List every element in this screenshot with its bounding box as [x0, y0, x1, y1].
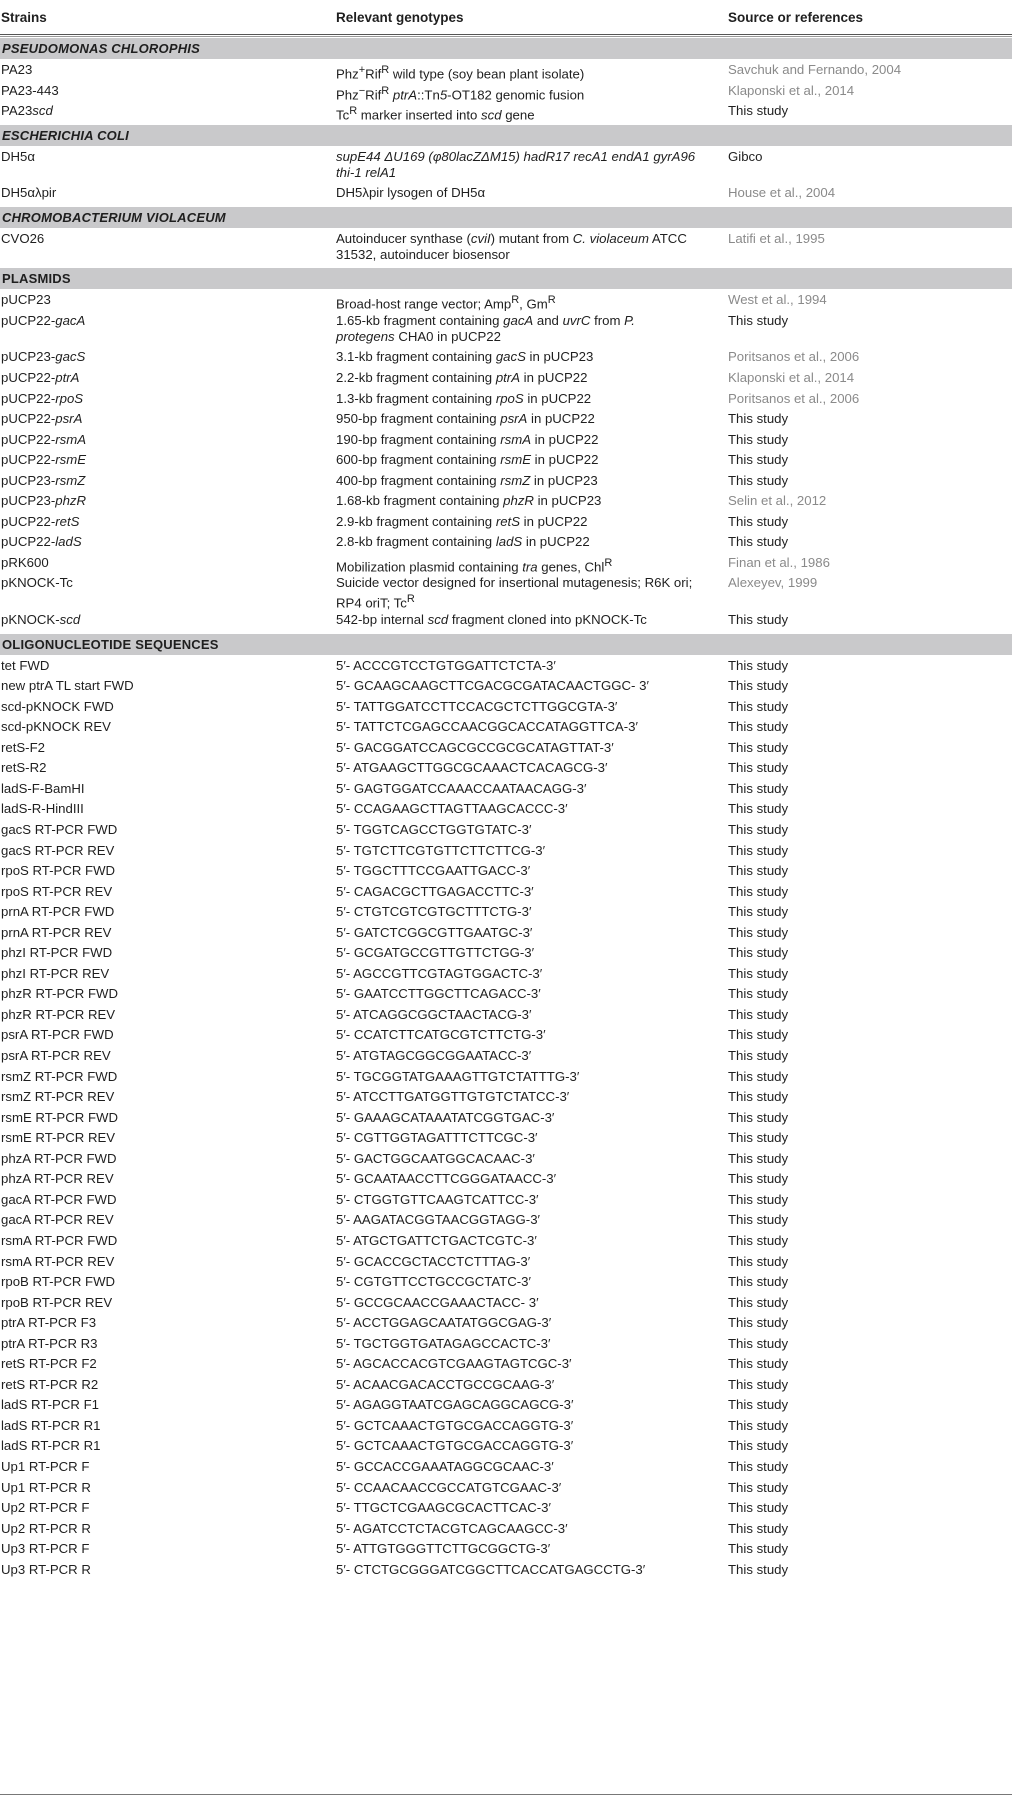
source-cell: This study [728, 1561, 789, 1577]
source-cell: Savchuk and Fernando, 2004 [728, 62, 902, 77]
source-cell: This study [728, 452, 789, 468]
source-cell: This study [728, 1212, 789, 1228]
strain-cell: pUCP23-phzR [1, 493, 87, 509]
strain-cell: ladS RT-PCR F1 [1, 1397, 99, 1413]
source-cell: This study [728, 760, 789, 776]
source-cell: This study [728, 1479, 789, 1495]
table-row [0, 432, 1012, 453]
source-cell: This study [728, 719, 789, 735]
genotype-cell: Suicide vector designed for insertional mutagenesis; R6K ori; RP4 oriT; $Tc^R$ [336, 575, 693, 611]
strain-cell: DH5αλpir [1, 185, 57, 201]
source-cell: This study [728, 431, 789, 447]
table-row [0, 1397, 1012, 1418]
table-row [0, 1110, 1012, 1131]
source-cell: Klaponski et al., 2014 [728, 82, 855, 98]
strain-cell: phzI RT-PCR REV [1, 965, 110, 981]
section-title: CHROMOBACTERIUM VIOLACEUM [2, 209, 226, 225]
strain-cell: rsmA RT-PCR REV [1, 1253, 115, 1269]
strain-cell: prnA RT-PCR FWD [1, 904, 115, 920]
genotype-cell: 5′- ATTGTGGGTTCTTGCGGCTG-3′ [336, 1541, 551, 1557]
table-row [0, 699, 1012, 720]
table-row [0, 1356, 1012, 1377]
genotype-cell: 5′- GAAAGCATAAATATCGGTGAC-3′ [336, 1109, 555, 1125]
genotype-cell: 542-bp internal scd fragment cloned into pKNOCK-Tc [336, 612, 647, 627]
strain-cell: rpoB RT-PCR FWD [1, 1274, 116, 1290]
section-title: ESCHERICHIA COLI [2, 127, 129, 143]
genotype-cell: 5′- TGGTCAGCCTGGTGTATC-3′ [336, 821, 532, 837]
section-header [0, 38, 1012, 59]
genotype-cell: 5′- GACGGATCCAGCGCCGCGCATAGTTAT-3′ [336, 739, 614, 755]
table-row [0, 391, 1012, 412]
source-cell: This study [728, 1335, 789, 1351]
strain-cell: pUCP23-rsmZ [1, 472, 86, 488]
table-row [0, 1171, 1012, 1192]
table-row [0, 370, 1012, 391]
strain-cell: PA23-443 [1, 82, 59, 98]
source-cell: This study [728, 534, 789, 550]
source-cell: This study [728, 1500, 789, 1516]
table-row [0, 1233, 1012, 1254]
genotype-cell: 1.65-kb fragment containing gacA and uvrC from P. protegens CHA0 in pUCP22 [336, 312, 635, 344]
table-row [0, 966, 1012, 987]
header-genotypes: Relevant genotypes [336, 10, 464, 25]
genotype-cell: 1.68-kb fragment containing phzR in pUCP23 [336, 493, 602, 509]
genotype-cell: 5′- ATGTAGCGGCGGAATACC-3′ [336, 1048, 532, 1063]
genotype-cell: 5′- AGAGGTAATCGAGCAGGCAGCG-3′ [336, 1397, 574, 1413]
table-row [0, 534, 1012, 555]
source-cell: This study [728, 1253, 789, 1269]
table-row [0, 658, 1012, 679]
source-cell: This study [728, 863, 789, 879]
table-row [0, 514, 1012, 535]
table-row [0, 1315, 1012, 1336]
genotype-cell: 5′- ATCCTTGATGGTTGTGTCTATCC-3′ [336, 1089, 570, 1105]
strain-cell: gacS RT-PCR REV [1, 842, 115, 858]
table-row [0, 1007, 1012, 1028]
source-cell: This study [728, 1274, 789, 1290]
table-row [0, 1521, 1012, 1542]
table-row [0, 1500, 1012, 1521]
table-row [0, 1027, 1012, 1048]
source-cell: This study [728, 780, 789, 796]
source-cell: This study [728, 1356, 789, 1372]
strain-cell: ptrA RT-PCR R3 [1, 1335, 98, 1351]
strain-cell: gacA RT-PCR REV [1, 1212, 114, 1228]
genotype-cell: 5′- ATGAAGCTTGGCGCAAACTCACAGCG-3′ [336, 760, 608, 776]
strain-cell: pUCP22-retS [1, 513, 80, 529]
genotype-cell: 1.3-kb fragment containing rpoS in pUCP22 [336, 390, 592, 406]
genotype-cell: 5′- GACTGGCAATGGCACAAC-3′ [336, 1150, 535, 1166]
strain-cell: rpoS RT-PCR REV [1, 883, 113, 899]
strain-cell: phzR RT-PCR REV [1, 1006, 116, 1022]
table-row [0, 313, 1012, 350]
source-cell: Alexeyev, 1999 [728, 575, 818, 591]
table-row [0, 1459, 1012, 1480]
table-row [0, 411, 1012, 432]
genotype-cell: 5′- CTCTGCGGGATCGGCTTCACCATGAGCCTG-3′ [336, 1561, 646, 1577]
genotype-cell: 5′- AAGATACGGTAACGGTAGG-3′ [336, 1212, 541, 1228]
table-row [0, 1130, 1012, 1151]
strain-cell: retS RT-PCR R2 [1, 1376, 99, 1392]
source-cell: Latifi et al., 1995 [728, 230, 825, 246]
source-cell: This study [728, 103, 789, 119]
genotype-cell: 5′- GAGTGGATCCAAACCAATAACAGG-3′ [336, 780, 587, 796]
genotype-cell: 5′- GCCGCAACCGAAACTACC- 3′ [336, 1294, 539, 1310]
strain-cell: pUCP22-rpoS [1, 390, 84, 406]
table-row [0, 1254, 1012, 1275]
genotype-cell: 5′- ATGCTGATTCTGACTCGTC-3′ [336, 1232, 537, 1248]
table-row [0, 843, 1012, 864]
strain-cell: phzA RT-PCR FWD [1, 1150, 117, 1166]
table-row [0, 1295, 1012, 1316]
source-cell: This study [728, 657, 789, 673]
strain-cell: ladS-F-BamHI [1, 780, 85, 796]
source-cell: This study [728, 1191, 789, 1207]
table-row [0, 1377, 1012, 1398]
strain-cell: pUCP22-rsmA [1, 431, 87, 447]
table-row [0, 1089, 1012, 1110]
source-cell: This study [728, 1438, 789, 1454]
strain-cell: rsmZ RT-PCR REV [1, 1089, 115, 1105]
genotype-cell: 5′- GCAAGCAAGCTTCGACGCGATACAACTGGC- 3′ [336, 678, 649, 694]
strain-cell: rsmZ RT-PCR FWD [1, 1068, 118, 1084]
genotype-cell: 3.1-kb fragment containing gacS in pUCP23 [336, 349, 594, 365]
genotype-cell: 5′- GCACCGCTACCTCTTTAG-3′ [336, 1253, 531, 1269]
genotype-cell: 5′- TGCTGGTGATAGAGCCACTC-3′ [336, 1335, 551, 1351]
source-cell: Gibco [728, 148, 763, 164]
genotype-cell: $Tc^R$ marker inserted into scd gene [336, 105, 535, 123]
source-cell: This study [728, 1294, 789, 1310]
strain-cell: pUCP22-rsmE [1, 452, 87, 468]
source-cell: This study [728, 411, 789, 427]
genotype-cell: 5′- CCATCTTCATGCGTCTTCTG-3′ [336, 1027, 546, 1043]
genotype-cell: Mobilization plasmid containing tra genes, Chl$^R$ [336, 556, 613, 575]
strain-cell: rpoB RT-PCR REV [1, 1294, 113, 1310]
genotype-cell: 2.8-kb fragment containing ladS in pUCP22 [336, 534, 590, 550]
strain-cell: Up3 RT-PCR F [1, 1541, 90, 1557]
strain-cell: rsmE RT-PCR FWD [1, 1109, 118, 1125]
strain-cell: gacA RT-PCR FWD [1, 1191, 117, 1207]
table-row [0, 1480, 1012, 1501]
source-cell: This study [728, 965, 789, 981]
source-cell: Finan et al., 1986 [728, 554, 830, 570]
source-cell: This study [728, 1171, 789, 1187]
source-cell: This study [728, 698, 789, 714]
strain-cell: Up1 RT-PCR R [1, 1479, 91, 1495]
table-row [0, 986, 1012, 1007]
table-row [0, 231, 1012, 268]
table-row [0, 760, 1012, 781]
genotype-cell: supE44 ΔU169 (φ80lacZΔM15) hadR17 recA1 endA1 gyrA96 thi-1 relA1 [336, 148, 696, 180]
strain-cell: phzI RT-PCR FWD [1, 945, 113, 961]
strain-cell: phzR RT-PCR FWD [1, 986, 118, 1002]
source-cell: This study [728, 612, 789, 627]
strain-cell: PA23 [1, 62, 33, 77]
strain-cell: new ptrA TL start FWD [1, 678, 134, 694]
genotype-cell: 5′- AGCCGTTCGTAGTGGACTC-3′ [336, 965, 543, 981]
source-cell: This study [728, 842, 789, 858]
source-cell: This study [728, 801, 789, 817]
table-row [0, 473, 1012, 494]
source-cell: Poritsanos et al., 2006 [728, 390, 860, 406]
genotype-cell: 5′- TGTCTTCGTGTTCTTCTTCG-3′ [336, 842, 546, 858]
table-header [0, 0, 1012, 35]
genotype-cell: 5′- GCTCAAACTGTGCGACCAGGTG-3′ [336, 1417, 574, 1433]
strain-cell: tet FWD [1, 657, 50, 673]
table-row [0, 149, 1012, 186]
table-row [0, 1541, 1012, 1562]
strain-cell: pUCP23-gacS [1, 349, 86, 365]
strain-cell: pUCP23 [1, 292, 51, 308]
source-cell: This study [728, 1130, 789, 1146]
table-row [0, 575, 1012, 612]
source-cell: This study [728, 678, 789, 694]
genotype-cell: 5′- TGGCTTTCCGAATTGACC-3′ [336, 863, 531, 879]
table-row [0, 740, 1012, 761]
table-row [0, 822, 1012, 843]
source-cell: This study [728, 1232, 789, 1248]
source-cell: This study [728, 472, 789, 488]
source-cell: This study [728, 1397, 789, 1413]
table-row [0, 292, 1012, 313]
strain-cell: pUCP22-ptrA [1, 369, 80, 385]
genotype-cell: 2.9-kb fragment containing retS in pUCP22 [336, 513, 588, 529]
source-cell: This study [728, 1376, 789, 1392]
source-cell: This study [728, 1459, 789, 1474]
source-cell: This study [728, 513, 789, 529]
source-cell: This study [728, 1068, 789, 1084]
genotype-cell: 190-bp fragment containing rsmA in pUCP22 [336, 431, 599, 447]
table-row [0, 925, 1012, 946]
table-row [0, 185, 1012, 206]
table-row [0, 1336, 1012, 1357]
table-row [0, 1274, 1012, 1295]
strain-cell: rsmE RT-PCR REV [1, 1130, 116, 1146]
genotype-cell: 5′- GCCACCGAAATAGGCGCAAC-3′ [336, 1459, 554, 1474]
source-cell: This study [728, 904, 789, 920]
genotype-cell: Phz−Rif$^R$ ptrA::Tn5-OT182 genomic fusion [336, 84, 585, 102]
table-row [0, 1438, 1012, 1459]
strain-cell: PA23scd [1, 103, 53, 119]
table-row [0, 863, 1012, 884]
table-row [0, 678, 1012, 699]
strain-cell: pUCP22-ladS [1, 534, 82, 550]
strain-cell: rpoS RT-PCR FWD [1, 863, 116, 879]
genotype-cell: 5′- CGTGTTCCTGCCGCTATC-3′ [336, 1274, 531, 1290]
genotype-cell: 2.2-kb fragment containing ptrA in pUCP22 [336, 369, 588, 385]
table-row [0, 904, 1012, 925]
strain-cell: retS-R2 [1, 760, 47, 776]
genotype-cell: 5′- ATCAGGCGGCTAACTACG-3′ [336, 1006, 532, 1022]
source-cell: This study [728, 1417, 789, 1433]
strain-cell: rsmA RT-PCR FWD [1, 1232, 118, 1248]
table-row [0, 1048, 1012, 1069]
table-row [0, 612, 1012, 633]
table-row [0, 452, 1012, 473]
genotype-cell: 5′- CCAGAAGCTTAGTTAAGCACCC-3′ [336, 801, 568, 817]
table-row [0, 103, 1012, 124]
section-header [0, 634, 1012, 655]
table-row [0, 62, 1012, 83]
table-bottom-rule [0, 1794, 1012, 1795]
table-row [0, 83, 1012, 104]
strain-cell: gacS RT-PCR FWD [1, 821, 118, 837]
genotype-cell: 5′- TTGCTCGAAGCGCACTTCAC-3′ [336, 1500, 551, 1516]
source-cell: This study [728, 986, 789, 1002]
source-cell: This study [728, 1027, 789, 1043]
section-title: PLASMIDS [2, 271, 71, 287]
section-header [0, 207, 1012, 228]
genotype-cell: 5′- CGTTGGTAGATTTCTTCGC-3′ [336, 1130, 538, 1146]
table-row [0, 884, 1012, 905]
genotype-cell: Broad-host range vector; Amp$^R$, $Gm^R$ [336, 294, 556, 312]
table-row [0, 349, 1012, 370]
source-cell: West et al., 1994 [728, 292, 827, 308]
table-row [0, 945, 1012, 966]
genotype-cell: 5′- ACAACGACACCTGCCGCAAG-3′ [336, 1376, 555, 1392]
table-row [0, 1418, 1012, 1439]
strain-cell: pUCP22-gacA [1, 312, 86, 328]
source-cell: This study [728, 1048, 789, 1063]
source-cell: House et al., 2004 [728, 185, 836, 201]
strain-cell: scd-pKNOCK FWD [1, 698, 114, 714]
genotype-cell: 5′- ACCCGTCCTGTGGATTCTCTA-3′ [336, 657, 556, 673]
genotype-cell: 5′- ACCTGGAGCAATATGGCGAG-3′ [336, 1315, 552, 1331]
source-cell: This study [728, 312, 789, 328]
strain-cell: phzA RT-PCR REV [1, 1171, 114, 1187]
section-header [0, 125, 1012, 146]
strain-cell: DH5α [1, 148, 36, 164]
source-cell: This study [728, 1150, 789, 1166]
genotype-cell: 400-bp fragment containing rsmZ in pUCP23 [336, 472, 598, 488]
strain-cell: Up2 RT-PCR R [1, 1520, 91, 1536]
source-cell: This study [728, 1006, 789, 1022]
strain-cell: psrA RT-PCR REV [1, 1048, 111, 1063]
strain-cell: pKNOCK-Tc [1, 575, 73, 591]
source-cell: Klaponski et al., 2014 [728, 369, 855, 385]
source-cell: Poritsanos et al., 2006 [728, 349, 860, 365]
source-cell: This study [728, 739, 789, 755]
source-cell: This study [728, 821, 789, 837]
genotype-cell: 5′- GCGATGCCGTTGTTCTGG-3′ [336, 945, 535, 961]
table-row [0, 1151, 1012, 1172]
strain-cell: CVO26 [1, 230, 45, 246]
strain-cell: Up3 RT-PCR R [1, 1561, 91, 1577]
genotype-cell: 950-bp fragment containing psrA in pUCP22 [336, 411, 595, 427]
genotype-cell: 5′- CAGACGCTTGAGACCTTC-3′ [336, 883, 534, 899]
genotype-cell: 5′- AGCACCACGTCGAAGTAGTCGC-3′ [336, 1356, 572, 1372]
section-title: PSEUDOMONAS CHLOROPHIS [2, 41, 200, 56]
header-strains: Strains [1, 10, 47, 25]
header-source: Source or references [728, 10, 864, 25]
table-row [0, 719, 1012, 740]
source-cell: This study [728, 1315, 789, 1331]
genotype-cell: 5′- CTGTCGTCGTGCTTTCTG-3′ [336, 904, 532, 920]
genotype-cell: 5′- TATTGGATCCTTCCACGCTCTTGGCGTA-3′ [336, 698, 618, 714]
genotype-cell: 5′- GCAATAACCTTCGGGATAACC-3′ [336, 1171, 557, 1187]
strain-cell: pKNOCK-scd [1, 612, 81, 627]
genotype-cell: 5′- CCAACAACCGCCATGTCGAAC-3′ [336, 1479, 562, 1495]
genotype-cell: 5′- GAATCCTTGGCTTCAGACC-3′ [336, 986, 541, 1002]
genotype-cell: 5′- CTGGTGTTCAAGTCATTCC-3′ [336, 1191, 539, 1207]
source-cell: This study [728, 1541, 789, 1557]
source-cell: This study [728, 1089, 789, 1105]
genotype-cell: DH5λpir lysogen of DH5α [336, 185, 486, 201]
strain-cell: retS-F2 [1, 739, 45, 755]
table-row [0, 1069, 1012, 1090]
strain-cell: pUCP22-psrA [1, 411, 83, 427]
genotype-cell: Autoinducer synthase (cviI) mutant from C. violaceum ATCC 31532, autoinducer biosensor [336, 230, 687, 262]
genotype-cell: 600-bp fragment containing rsmE in pUCP22 [336, 452, 599, 468]
source-cell: This study [728, 945, 789, 961]
genotype-cell: 5′- AGATCCTCTACGTCAGCAAGCC-3′ [336, 1520, 568, 1536]
strain-cell: ptrA RT-PCR F3 [1, 1315, 97, 1331]
strain-cell: pRK600 [1, 554, 49, 570]
strain-cell: Up2 RT-PCR F [1, 1500, 90, 1516]
table-row [0, 555, 1012, 576]
source-cell: This study [728, 1520, 789, 1536]
source-cell: Selin et al., 2012 [728, 493, 827, 509]
table-row [0, 1212, 1012, 1233]
source-cell: This study [728, 924, 789, 940]
section-header [0, 268, 1012, 289]
table-row [0, 1562, 1012, 1583]
genotype-cell: Phz+Rif$^R$ wild type (soy bean plant isolate) [336, 64, 585, 82]
section-title: OLIGONUCLEOTIDE SEQUENCES [2, 636, 219, 652]
strain-cell: prnA RT-PCR REV [1, 924, 112, 940]
genotype-cell: 5′- GATCTCGGCGTTGAATGC-3′ [336, 924, 533, 940]
strain-cell: ladS RT-PCR R1 [1, 1438, 101, 1454]
strain-cell: scd-pKNOCK REV [1, 719, 111, 735]
strain-cell: ladS RT-PCR R1 [1, 1417, 101, 1433]
genotype-cell: 5′- GCTCAAACTGTGCGACCAGGTG-3′ [336, 1438, 574, 1454]
header-rule [0, 36, 1012, 37]
strain-cell: ladS-R-HindIII [1, 801, 84, 817]
genotype-cell: 5′- TATTCTCGAGCCAACGGCACCATAGGTTCA-3′ [336, 719, 638, 735]
table-row [0, 1192, 1012, 1213]
table-row [0, 781, 1012, 802]
strain-cell: Up1 RT-PCR F [1, 1459, 90, 1474]
source-cell: This study [728, 1109, 789, 1125]
genotype-cell: 5′- TGCGGTATGAAAGTTGTCTATTTG-3′ [336, 1068, 580, 1084]
strain-cell: retS RT-PCR F2 [1, 1356, 97, 1372]
source-cell: This study [728, 883, 789, 899]
table-row [0, 493, 1012, 514]
table-row [0, 801, 1012, 822]
strain-cell: psrA RT-PCR FWD [1, 1027, 114, 1043]
